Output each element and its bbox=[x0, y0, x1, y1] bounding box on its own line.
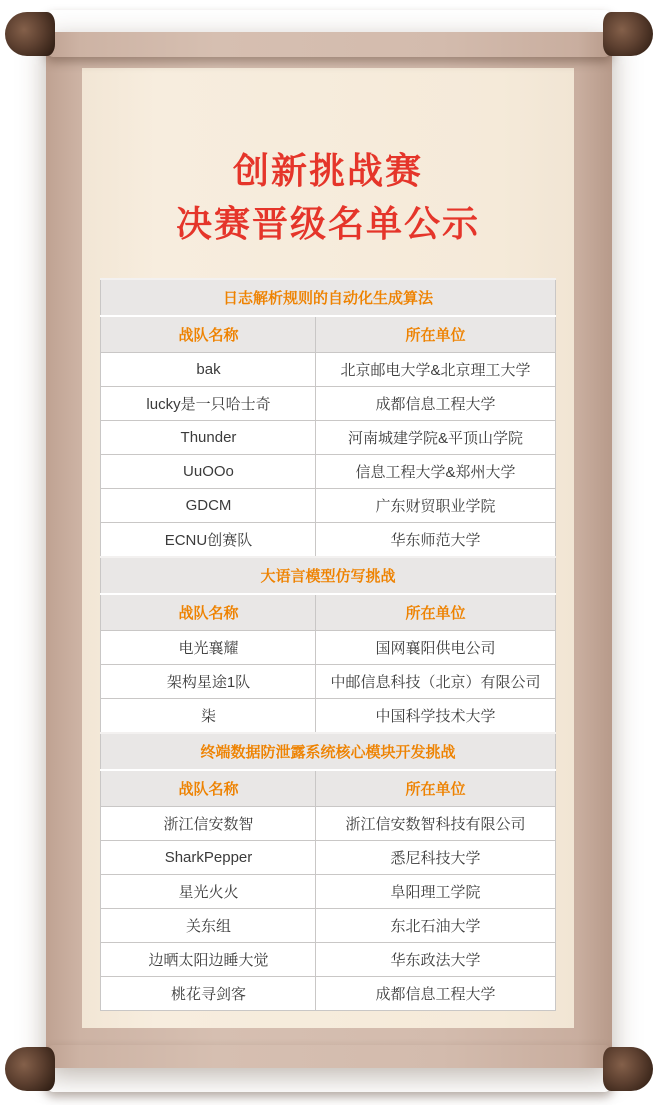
team-name-cell: 浙江信安数智 bbox=[101, 807, 316, 841]
team-name-cell: 星光火火 bbox=[101, 875, 316, 909]
team-name-cell: 关东组 bbox=[101, 909, 316, 943]
column-header-cell: 所在单位 bbox=[316, 594, 555, 631]
team-name-cell: Thunder bbox=[101, 421, 316, 455]
scroll-knob-bottom-right bbox=[603, 1047, 653, 1091]
team-name-cell: UuOOo bbox=[101, 455, 316, 489]
scroll-roller-top bbox=[44, 10, 614, 57]
organization-cell: 中邮信息科技（北京）有限公司 bbox=[316, 665, 555, 699]
column-header-cell: 战队名称 bbox=[101, 770, 316, 807]
table-row bbox=[101, 489, 555, 523]
organization-cell: 东北石油大学 bbox=[316, 909, 555, 943]
organization-cell: 河南城建学院&平顶山学院 bbox=[316, 421, 555, 455]
organization-cell: 中国科学技术大学 bbox=[316, 699, 555, 734]
table-row bbox=[101, 387, 555, 421]
scroll-knob-top-left bbox=[5, 12, 55, 56]
team-name-cell: 柒 bbox=[101, 699, 316, 734]
team-name-cell: ECNU创赛队 bbox=[101, 523, 316, 558]
organization-cell: 广东财贸职业学院 bbox=[316, 489, 555, 523]
column-header-cell: 所在单位 bbox=[316, 770, 555, 807]
results-table bbox=[100, 278, 555, 1011]
organization-cell: 浙江信安数智科技有限公司 bbox=[316, 807, 555, 841]
table-row bbox=[101, 943, 555, 977]
section-header-cell: 终端数据防泄露系统核心模块开发挑战 bbox=[101, 733, 555, 770]
organization-cell: 北京邮电大学&北京理工大学 bbox=[316, 353, 555, 387]
table-row bbox=[101, 665, 555, 699]
column-header-row bbox=[101, 594, 555, 631]
team-name-cell: SharkPepper bbox=[101, 841, 316, 875]
section-header-row bbox=[101, 557, 555, 594]
scroll-inner-panel bbox=[82, 68, 574, 1028]
page-title-line1: 创新挑战赛 bbox=[232, 150, 423, 191]
organization-cell: 信息工程大学&郑州大学 bbox=[316, 455, 555, 489]
column-header-cell: 所在单位 bbox=[316, 316, 555, 353]
results-table-body bbox=[101, 279, 555, 1011]
team-name-cell: bak bbox=[101, 353, 316, 387]
table-row bbox=[101, 631, 555, 665]
team-name-cell: lucky是一只哈士奇 bbox=[101, 387, 316, 421]
scroll-knob-top-right bbox=[603, 12, 653, 56]
table-row bbox=[101, 699, 555, 734]
table-row bbox=[101, 841, 555, 875]
team-name-cell: 电光襄耀 bbox=[101, 631, 316, 665]
organization-cell: 华东政法大学 bbox=[316, 943, 555, 977]
section-header-cell: 日志解析规则的自动化生成算法 bbox=[101, 279, 555, 316]
organization-cell: 悉尼科技大学 bbox=[316, 841, 555, 875]
organization-cell: 成都信息工程大学 bbox=[316, 977, 555, 1011]
organization-cell: 成都信息工程大学 bbox=[316, 387, 555, 421]
team-name-cell: 架构星途1队 bbox=[101, 665, 316, 699]
section-header-row bbox=[101, 279, 555, 316]
table-row bbox=[101, 977, 555, 1011]
column-header-cell: 战队名称 bbox=[101, 316, 316, 353]
page-title-line2: 决赛晋级名单公示 bbox=[175, 203, 480, 244]
table-row bbox=[101, 455, 555, 489]
team-name-cell: 边晒太阳边睡大觉 bbox=[101, 943, 316, 977]
column-header-cell: 战队名称 bbox=[101, 594, 316, 631]
table-row bbox=[101, 421, 555, 455]
scroll-roller-bottom bbox=[44, 1045, 614, 1092]
table-row bbox=[101, 353, 555, 387]
table-row bbox=[101, 909, 555, 943]
table-row bbox=[101, 875, 555, 909]
column-header-row bbox=[101, 770, 555, 807]
table-row bbox=[101, 523, 555, 558]
column-header-row bbox=[101, 316, 555, 353]
scroll-paper bbox=[46, 32, 612, 1068]
scroll-knob-bottom-left bbox=[5, 1047, 55, 1091]
table-row bbox=[101, 807, 555, 841]
section-header-cell: 大语言模型仿写挑战 bbox=[101, 557, 555, 594]
organization-cell: 阜阳理工学院 bbox=[316, 875, 555, 909]
team-name-cell: 桃花寻剑客 bbox=[101, 977, 316, 1011]
organization-cell: 华东师范大学 bbox=[316, 523, 555, 558]
organization-cell: 国网襄阳供电公司 bbox=[316, 631, 555, 665]
team-name-cell: GDCM bbox=[101, 489, 316, 523]
section-header-row bbox=[101, 733, 555, 770]
page-title bbox=[82, 68, 574, 250]
